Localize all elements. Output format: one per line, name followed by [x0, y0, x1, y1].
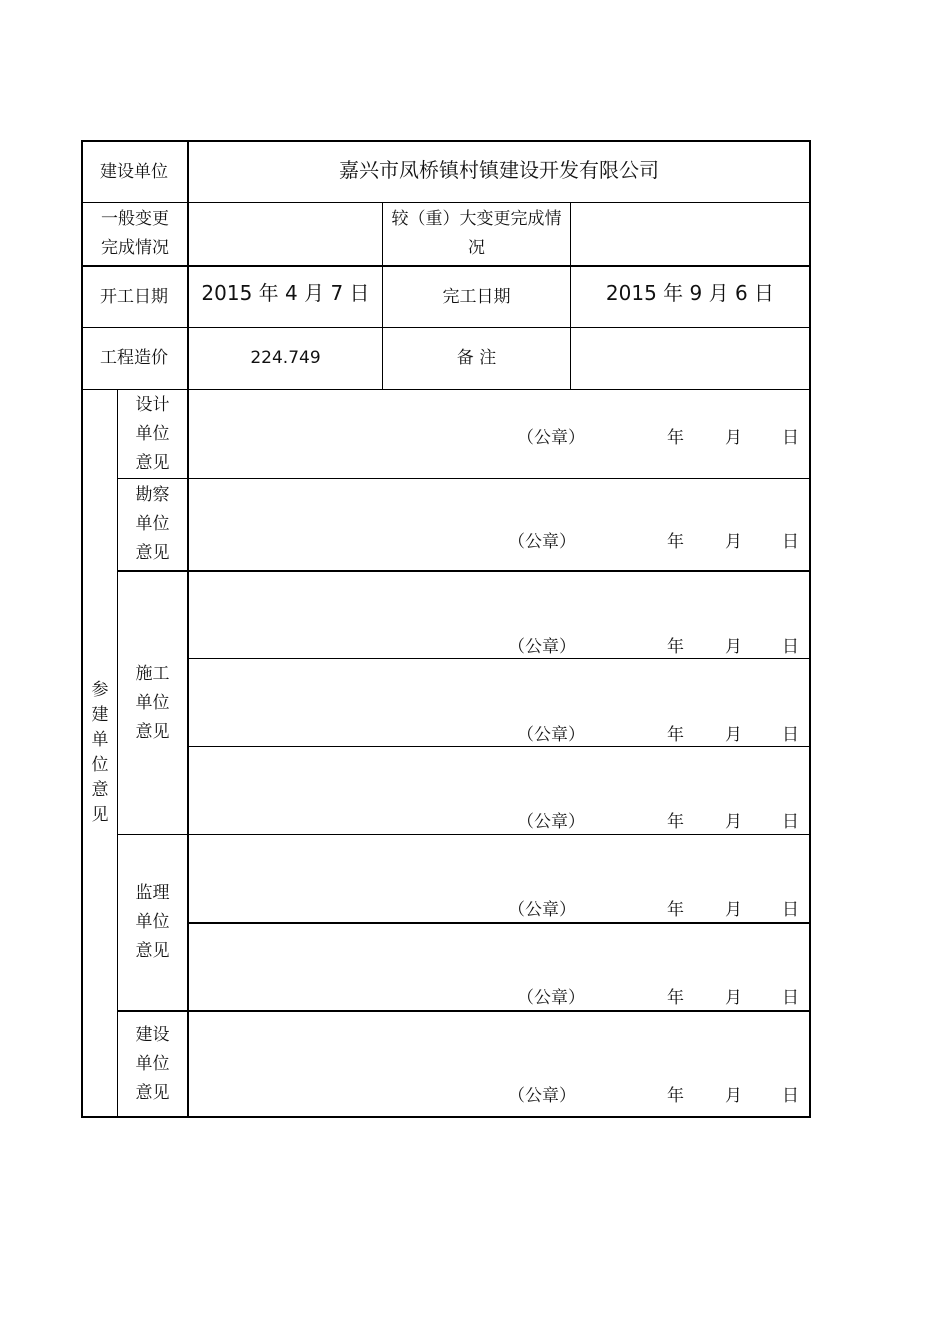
start-date-value: 2015 年 4 月 7 日 [201, 280, 370, 305]
year-label: 年 [667, 812, 684, 832]
month-label: 月 [725, 725, 742, 745]
month-label: 月 [725, 900, 742, 920]
minor-change-value [189, 203, 381, 265]
design-opinion-label: 设计单位意见 [135, 394, 170, 473]
remark-label: 备 注 [456, 348, 497, 368]
day-label: 日 [782, 532, 799, 552]
day-label: 日 [782, 812, 799, 832]
month-label: 月 [725, 812, 742, 832]
seal-label: （公章） [508, 637, 576, 657]
seal-label: （公章） [508, 532, 576, 552]
end-date-value: 2015 年 9 月 6 日 [605, 280, 775, 305]
year-label: 年 [667, 532, 684, 552]
survey-opinion-label: 勘察单位意见 [135, 485, 170, 563]
signature-row [81, 1081, 811, 1111]
seal-label: （公章） [517, 725, 585, 745]
signature-row [81, 983, 811, 1013]
minor-change-label: 一般变更完成情况 [101, 209, 169, 258]
signature-row [81, 720, 811, 750]
month-label: 月 [725, 988, 742, 1008]
participants-opinion-label: 参建单位意见 [91, 680, 109, 825]
year-label: 年 [667, 900, 684, 920]
seal-label: （公章） [517, 988, 585, 1008]
day-label: 日 [782, 637, 799, 657]
year-label: 年 [667, 988, 684, 1008]
signature-row [81, 895, 811, 925]
remark-value [571, 328, 809, 389]
seal-label: （公章） [508, 1086, 576, 1106]
signature-row [81, 423, 811, 453]
year-label: 年 [667, 637, 684, 657]
day-label: 日 [782, 1086, 799, 1106]
major-change-label: 较（重）大变更完成情况 [391, 209, 562, 258]
supervision-opinion-label: 监理单位意见 [135, 883, 170, 961]
month-label: 月 [725, 428, 742, 448]
acceptance-form-table [81, 140, 811, 1118]
seal-label: （公章） [517, 428, 585, 448]
start-date-label: 开工日期 [100, 286, 168, 307]
builder-value: 嘉兴市凤桥镇村镇建设开发有限公司 [339, 157, 659, 182]
day-label: 日 [782, 900, 799, 920]
signature-row [81, 807, 811, 837]
seal-label: （公章） [517, 812, 585, 832]
month-label: 月 [725, 637, 742, 657]
year-label: 年 [667, 1086, 684, 1106]
owner-opinion-label: 建设单位意见 [135, 1024, 170, 1103]
end-date-label: 完工日期 [442, 286, 511, 307]
month-label: 月 [725, 532, 742, 552]
cost-label: 工程造价 [100, 348, 168, 368]
construction-opinion-label: 施工单位意见 [135, 663, 170, 742]
builder-label: 建设单位 [100, 161, 168, 182]
cost-value: 224.749 [250, 348, 321, 368]
year-label: 年 [667, 428, 684, 448]
major-change-value [572, 203, 809, 265]
seal-label: （公章） [508, 900, 576, 920]
signature-row [81, 632, 811, 662]
month-label: 月 [725, 1086, 742, 1106]
day-label: 日 [782, 988, 799, 1008]
day-label: 日 [782, 428, 799, 448]
signature-row [81, 527, 811, 557]
day-label: 日 [782, 725, 799, 745]
construction-unit [118, 572, 187, 834]
year-label: 年 [667, 725, 684, 745]
